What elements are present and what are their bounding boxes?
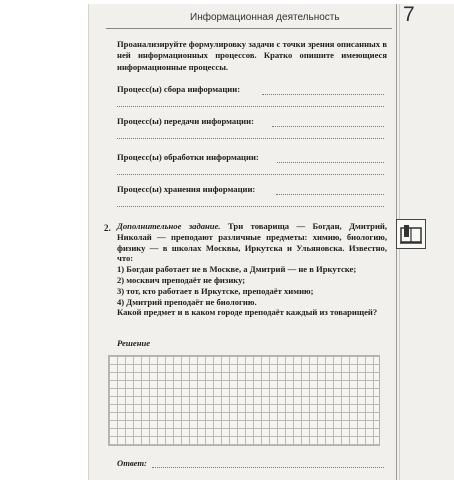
task2-number: 2. <box>104 223 111 233</box>
task2-condition: 4) Дмитрий преподаёт не биологию. <box>117 296 257 307</box>
field-label-collection: Процесс(ы) сбора информации: <box>117 84 241 94</box>
task1-instruction: Проанализируйте формулировку задачи с точки зрения описанных в ней информационных процессов. Кратко опишите имеющиеся информационные процессы. <box>117 39 387 72</box>
answer-line[interactable] <box>277 162 384 163</box>
field-label-storage: Процесс(ы) хранения информации: <box>117 184 256 194</box>
page-header-title: Информационная деятельность <box>190 12 340 23</box>
answer-line[interactable] <box>117 138 384 139</box>
task2-condition: 2) москвич преподаёт не физику; <box>117 274 246 285</box>
task2-text: Три товарища — Богдан, Дмитрий, Николай — преподают различные предметы: химию, биологию, физику — в школах Москвы, Иркутска и Ульяновска. Известно, что: <box>117 221 387 264</box>
answer-line[interactable] <box>276 194 384 195</box>
task2-condition: 3) тот, кто работает в Иркутске, преподаёт химию; <box>117 285 314 296</box>
answer-line[interactable] <box>117 174 384 175</box>
answer-line[interactable] <box>117 206 384 207</box>
answer-line[interactable] <box>272 126 384 127</box>
field-label-processing: Процесс(ы) обработки информации: <box>117 152 259 162</box>
task2-body <box>117 221 387 318</box>
answer-line[interactable] <box>262 94 384 95</box>
task2-title: Дополнительное задание. <box>117 221 221 231</box>
header-rule <box>106 28 392 29</box>
page-number: 7 <box>403 3 415 26</box>
answer-label: Ответ: <box>117 458 147 468</box>
book-icon <box>396 219 426 249</box>
answer-line[interactable] <box>152 467 384 468</box>
task2-condition: 1) Богдан работает не в Москве, а Дмитрий — не в Иркутске; <box>117 264 357 275</box>
solution-grid[interactable] <box>108 355 380 446</box>
task2-question: Какой предмет и в каком городе преподаёт каждый из товарищей? <box>117 307 378 318</box>
field-label-transmission: Процесс(ы) передачи информации: <box>117 116 254 126</box>
task2-statement <box>117 221 387 264</box>
solution-label: Решение <box>117 338 151 348</box>
answer-line[interactable] <box>117 106 384 107</box>
